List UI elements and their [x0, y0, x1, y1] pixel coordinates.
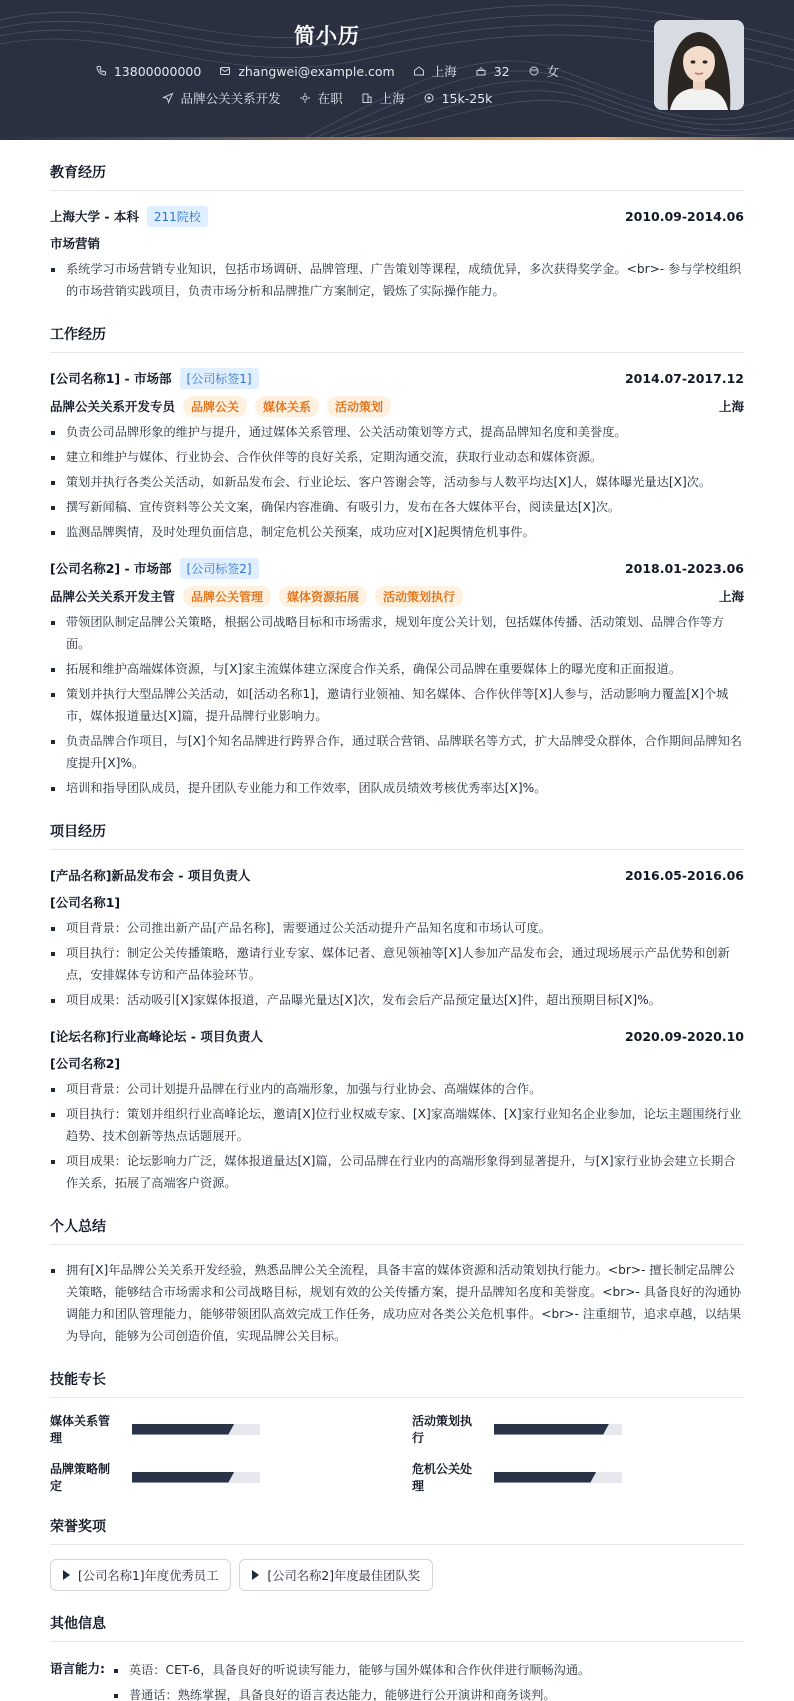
section-title-education: 教育经历	[50, 162, 744, 191]
major: 市场营销	[50, 236, 101, 251]
work-entry	[50, 367, 744, 543]
project-bullet: 项目执行：策划并组织行业高峰论坛，邀请[X]位行业权威专家、[X]家高端媒体、[X]家行业知名企业参加，论坛主题围绕行业趋势、技术创新等热点话题展开。	[50, 1103, 744, 1147]
work-entry	[50, 557, 744, 799]
work-bullet: 培训和指导团队成员，提升团队专业能力和工作效率，团队成员绩效考核优秀率达[X]%。	[50, 777, 744, 799]
summary-text: 拥有[X]年品牌公关关系开发经验，熟悉品牌公关全流程，具备丰富的媒体资源和活动策划执行能力。<br>- 擅长制定品牌公关策略，能够结合市场需求和公司战略目标，规划有效的公关传播方案，提升品牌知名度和美誉度。<br>- 具备良好的沟通协调能力和团队管理能力，能够带领团队高效完成工作任务，成功应对各类公关危机事件。<br>- 注重细节，追求卓越，以结果为导向，能够为公司创造价值，实现品牌公关目标。	[50, 1259, 744, 1347]
resume-header	[0, 0, 794, 140]
section-title-skills: 技能专长	[50, 1369, 744, 1398]
home-icon	[413, 65, 425, 77]
work-bullet: 建立和维护与媒体、行业协会、合作伙伴等的良好关系，定期沟通交流，获取行业动态和媒体资源。	[50, 446, 744, 468]
work-bullet: 带领团队制定品牌公关策略，根据公司战略目标和市场需求，规划年度公关计划，包括媒体传播、活动策划、品牌合作等方面。	[50, 611, 744, 655]
skill-bar	[132, 1472, 260, 1483]
skill-fill	[494, 1472, 596, 1483]
project-entry	[50, 1025, 744, 1194]
play-icon	[252, 1570, 259, 1580]
skill-fill	[132, 1424, 234, 1435]
award-item	[239, 1559, 433, 1591]
salary-info	[423, 89, 493, 107]
project-bullet: 项目背景：公司推出新产品[产品名称]，需要通过公关活动提升产品知名度和市场认可度。	[50, 917, 744, 939]
language-label: 语言能力:	[50, 1661, 105, 1676]
phone-icon	[95, 65, 107, 77]
skill-item	[50, 1412, 382, 1446]
project-bullet: 项目成果：活动吸引[X]家媒体报道，产品曝光量达[X]次，发布会后产品预定量达[X]件，超出预期目标[X]%。	[50, 989, 744, 1011]
resume-body	[0, 140, 794, 1701]
project-bullet: 项目背景：公司计划提升品牌在行业内的高端形象，加强与行业协会、高端媒体的合作。	[50, 1078, 744, 1100]
project-bullet: 项目执行：制定公关传播策略，邀请行业专家、媒体记者、意见领袖等[X]人参加产品发布会，通过现场展示产品优势和创新点，安排媒体专访和产品体验环节。	[50, 942, 744, 986]
skill-name: 危机公关处理	[412, 1462, 473, 1493]
job-role: 品牌公关关系开发主管	[50, 589, 176, 604]
award-item	[50, 1559, 231, 1591]
candidate-name: 简小历	[294, 24, 360, 48]
skill-fill	[132, 1472, 234, 1483]
section-title-awards: 荣誉奖项	[50, 1516, 744, 1545]
work-bullet: 撰写新闻稿、宣传资料等公关文案，确保内容准确、有吸引力，发布在各大媒体平台，阅读量达[X]次。	[50, 496, 744, 518]
project-name: [产品名称]新品发布会 - 项目负责人	[50, 868, 251, 883]
work-date: 2018.01-2023.06	[624, 560, 744, 576]
project-entry	[50, 864, 744, 1011]
work-bullet: 拓展和维护高端媒体资源，与[X]家主流媒体建立深度合作关系，确保公司品牌在重要媒体上的曝光度和正面报道。	[50, 658, 744, 680]
portrait-photo	[654, 20, 744, 110]
education-section	[50, 162, 744, 302]
work-bullet: 负责品牌合作项目，与[X]个知名品牌进行跨界合作，通过联合营销、品牌联名等方式，扩大品牌受众群体，合作期间品牌知名度提升[X]%。	[50, 730, 744, 774]
work-bullet: 负责公司品牌形象的维护与提升，通过媒体关系管理、公关活动策划等方式，提高品牌知名度和美誉度。	[50, 421, 744, 443]
company-tag: [公司标签2]	[180, 558, 259, 579]
awards-list	[50, 1559, 744, 1591]
avatar	[654, 20, 744, 110]
project-name: [论坛名称]行业高峰论坛 - 项目负责人	[50, 1029, 263, 1044]
status-info	[299, 89, 343, 107]
cake-icon	[475, 65, 487, 77]
project-date: 2016.05-2016.06	[624, 867, 744, 883]
skills-section	[50, 1369, 744, 1494]
age-info	[475, 62, 510, 80]
email-address: zhangwei@example.com	[238, 63, 395, 79]
email-info	[219, 62, 394, 80]
skill-name: 活动策划执行	[412, 1414, 473, 1445]
summary-section	[50, 1216, 744, 1347]
skill-tag: 媒体关系	[255, 396, 319, 417]
projects-section	[50, 821, 744, 1194]
skill-bar	[494, 1472, 622, 1483]
city-info	[413, 62, 457, 80]
work-bullet: 策划并执行大型品牌公关活动，如[活动名称1]，邀请行业领袖、知名媒体、合作伙伴等[X]人参与，活动影响力覆盖[X]个城市，媒体报道量达[X]篇，提升品牌行业影响力。	[50, 683, 744, 727]
work-bullet: 监测品牌舆情，及时处理负面信息，制定危机公关预案，成功应对[X]起舆情危机事件。	[50, 521, 744, 543]
header-accent-line	[0, 137, 794, 140]
skill-item	[412, 1460, 744, 1494]
work-date: 2014.07-2017.12	[624, 370, 744, 386]
education-date: 2010.09-2014.06	[624, 208, 744, 224]
company-name: [公司名称2] - 市场部	[50, 561, 172, 576]
mail-icon	[219, 65, 231, 77]
play-icon	[63, 1570, 70, 1580]
skill-tag: 品牌公关管理	[183, 586, 271, 607]
awards-section	[50, 1516, 744, 1591]
work-location: 上海	[718, 399, 744, 414]
project-company: [公司名称1]	[50, 895, 121, 910]
gender: 女	[546, 64, 560, 79]
project-date: 2020.09-2020.10	[624, 1028, 744, 1044]
skill-name: 媒体关系管理	[50, 1414, 111, 1445]
skills-grid	[50, 1412, 744, 1494]
skill-item	[50, 1460, 382, 1494]
section-title-other: 其他信息	[50, 1613, 744, 1642]
expected-salary: 15k-25k	[441, 90, 493, 106]
salary-icon	[423, 92, 435, 104]
building-icon	[361, 92, 373, 104]
company-tag: [公司标签1]	[180, 368, 259, 389]
section-title-work: 工作经历	[50, 324, 744, 353]
education-entry	[50, 205, 744, 302]
section-title-projects: 项目经历	[50, 821, 744, 850]
skill-bar	[494, 1424, 622, 1435]
language-info	[50, 1656, 744, 1701]
education-description: 系统学习市场营销专业知识，包括市场调研、品牌管理、广告策划等课程，成绩优异，多次获得奖学金。<br>- 参与学校组织的市场营销实践项目，负责市场分析和品牌推广方案制定，锻炼了实际操作能力。	[50, 258, 744, 302]
award-label: [公司名称1]年度优秀员工	[78, 1569, 219, 1583]
position-info	[162, 89, 281, 107]
status-icon	[299, 92, 311, 104]
language-item: 英语：CET-6，具备良好的听说读写能力，能够与国外媒体和合作伙伴进行顺畅沟通。	[113, 1659, 590, 1681]
phone-info	[95, 62, 201, 80]
phone-number: 13800000000	[113, 63, 202, 79]
job-role: 品牌公关关系开发专员	[50, 399, 176, 414]
school-name: 上海大学 - 本科	[50, 209, 139, 224]
skill-bar	[132, 1424, 260, 1435]
project-company: [公司名称2]	[50, 1056, 121, 1071]
company-name: [公司名称1] - 市场部	[50, 371, 172, 386]
skill-tag: 品牌公关	[183, 396, 247, 417]
other-section	[50, 1613, 744, 1701]
work-location: 上海	[718, 589, 744, 604]
school-tag: 211院校	[147, 206, 208, 227]
project-bullet: 项目成果：论坛影响力广泛，媒体报道量达[X]篇，公司品牌在行业内的高端形象得到显著提升，与[X]家行业协会建立长期合作关系，拓展了高端客户资源。	[50, 1150, 744, 1194]
contact-row	[0, 62, 654, 80]
gender-info	[528, 62, 560, 80]
work-section	[50, 324, 744, 799]
skill-tag: 活动策划执行	[375, 586, 463, 607]
award-label: [公司名称2]年度最佳团队奖	[267, 1569, 421, 1583]
language-item: 普通话：熟练掌握，具备良好的语言表达能力，能够进行公开演讲和商务谈判。	[113, 1684, 590, 1701]
send-icon	[162, 92, 174, 104]
work-city-info	[361, 89, 405, 107]
age: 32	[493, 63, 510, 79]
skill-fill	[494, 1424, 609, 1435]
employment-status: 在职	[317, 91, 343, 106]
skill-tag: 媒体资源拓展	[279, 586, 367, 607]
section-title-summary: 个人总结	[50, 1216, 744, 1245]
work-bullet: 策划并执行各类公关活动，如新品发布会、行业论坛、客户答谢会等，活动参与人数平均达[X]人，媒体曝光量达[X]次。	[50, 471, 744, 493]
skill-item	[412, 1412, 744, 1446]
gender-icon	[528, 65, 540, 77]
work-city: 上海	[379, 91, 405, 106]
target-position: 品牌公关关系开发	[180, 91, 281, 106]
skill-tag: 活动策划	[327, 396, 391, 417]
city: 上海	[431, 64, 457, 79]
skill-name: 品牌策略制定	[50, 1462, 111, 1493]
job-intent-row	[0, 89, 654, 107]
